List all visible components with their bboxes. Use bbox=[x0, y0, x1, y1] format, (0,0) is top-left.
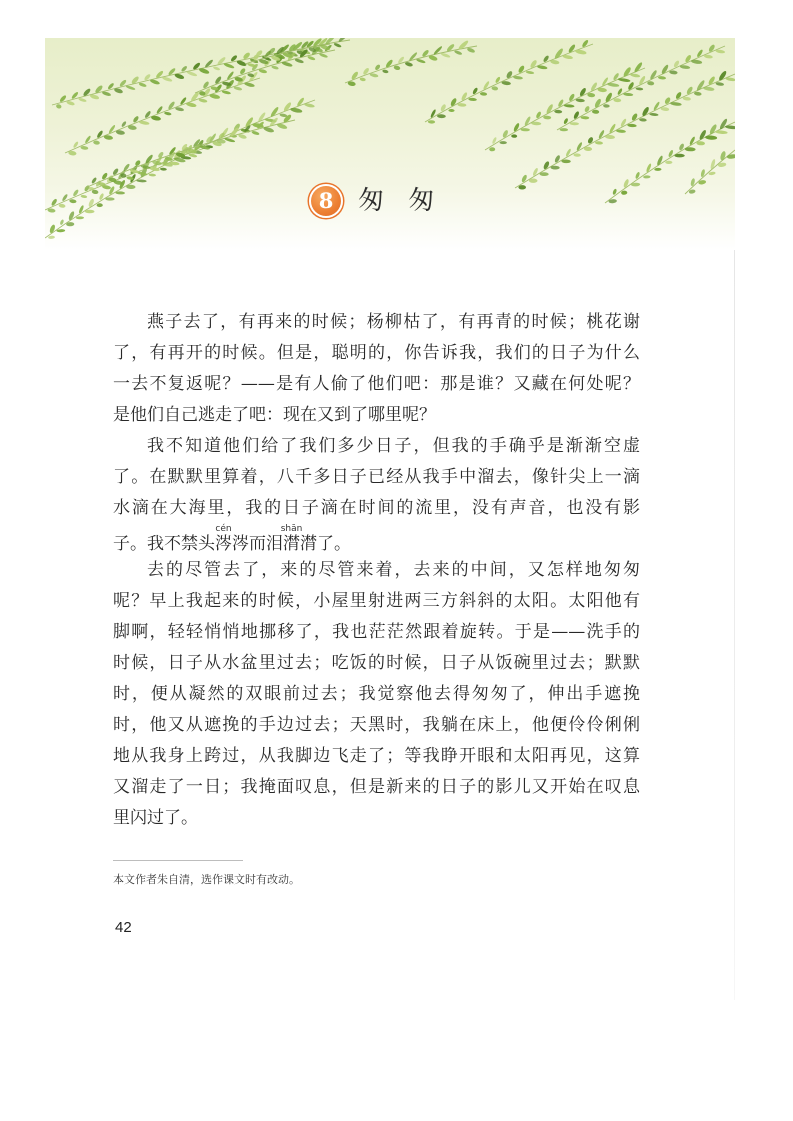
willow-branch bbox=[45, 97, 315, 239]
willow-leaf bbox=[543, 115, 551, 119]
willow-leaf bbox=[647, 81, 654, 86]
lesson-body bbox=[113, 307, 640, 834]
willow-leaf bbox=[468, 98, 477, 102]
text-line: 了。在默默里算着，八千多日子已经从我手中溜去，像针尖上一滴 bbox=[113, 467, 640, 487]
paragraph-2 bbox=[113, 431, 640, 555]
willow-leaf bbox=[715, 82, 724, 87]
willow-leaf bbox=[719, 118, 729, 130]
willow-leaf bbox=[529, 178, 538, 183]
footnote-divider bbox=[113, 860, 243, 861]
text-line: 时，便从凝然的双眼前过去；我觉察他去得匆匆了，伸出手遮挽 bbox=[113, 684, 640, 704]
willow-leaf bbox=[149, 173, 157, 176]
ruby-base: 潸 bbox=[280, 534, 303, 554]
paragraph-3 bbox=[113, 555, 640, 834]
page-edge bbox=[734, 245, 735, 1000]
willow-leaf bbox=[213, 66, 221, 71]
willow-leaf bbox=[80, 195, 87, 199]
willow-leaf bbox=[499, 141, 506, 144]
willow-leaf bbox=[694, 91, 702, 96]
willow-leaf bbox=[573, 111, 580, 120]
willow-leaf bbox=[48, 235, 55, 239]
willow-leaf bbox=[105, 197, 114, 200]
willow-leaf bbox=[489, 147, 495, 151]
willow-leaf bbox=[719, 151, 726, 161]
willow-leaf bbox=[69, 199, 77, 204]
lesson-title: 匆 匆 bbox=[358, 186, 443, 216]
willow-leaf bbox=[78, 205, 84, 214]
willow-leaf bbox=[710, 159, 716, 170]
willow-leaf bbox=[97, 203, 103, 207]
willow-leaf bbox=[560, 128, 568, 131]
willow-leaf bbox=[164, 111, 172, 115]
willow-leaf bbox=[448, 109, 454, 112]
willow-leaf bbox=[725, 125, 735, 130]
willow-branch bbox=[85, 113, 295, 190]
text-line: 里闪过了。 bbox=[113, 808, 198, 828]
willow-leaf bbox=[613, 98, 621, 102]
text-line: 地从我身上跨过，从我脚边飞走了；等我睁开眼和太阳再见，这算 bbox=[113, 746, 640, 766]
pinyin-text: cén bbox=[215, 524, 232, 534]
willow-leaf bbox=[319, 53, 328, 59]
paragraph-1 bbox=[113, 307, 640, 431]
willow-leaf bbox=[78, 97, 87, 102]
willow-leaf bbox=[592, 110, 599, 114]
willow-leaf bbox=[202, 81, 210, 90]
willow-leaf bbox=[58, 203, 65, 208]
willow-leaf bbox=[138, 82, 147, 88]
willow-leaf bbox=[696, 79, 706, 91]
text-line: 水滴在大海里，我的日子滴在时间的流里，没有声音，也没有影 bbox=[113, 498, 640, 518]
willow-leaf bbox=[270, 106, 280, 118]
willow-leaf bbox=[539, 172, 548, 176]
willow-leaf bbox=[49, 224, 56, 234]
willow-leaf bbox=[416, 58, 426, 64]
willow-leaf bbox=[554, 47, 565, 59]
willow-leaf bbox=[654, 168, 661, 171]
willow-leaf bbox=[251, 130, 260, 135]
willow-leaf bbox=[570, 122, 580, 125]
willow-branch bbox=[65, 71, 260, 156]
willow-leaf bbox=[126, 85, 136, 91]
text-line-with-pinyin bbox=[113, 524, 640, 555]
willow-leaf bbox=[115, 191, 125, 194]
willow-branch bbox=[425, 39, 593, 124]
willow-leaf bbox=[587, 136, 594, 144]
willow-leaf bbox=[685, 147, 696, 151]
text-segment: 潸了。 bbox=[300, 534, 351, 554]
willow-leaf bbox=[643, 175, 651, 178]
willow-leaf bbox=[633, 61, 643, 73]
willow-leaf bbox=[359, 77, 366, 82]
willow-leaf bbox=[511, 134, 517, 138]
willow-leaf bbox=[186, 70, 198, 77]
text-line: 又溜走了一日；我掩面叹息，但是新来的日子的影儿又开始在叹息 bbox=[113, 777, 640, 797]
willow-leaf bbox=[480, 92, 488, 96]
ruby-base: 涔 bbox=[215, 534, 232, 554]
willow-leaf bbox=[675, 91, 682, 100]
willow-leaf bbox=[673, 60, 680, 68]
footnote: 本文作者朱自清，选作课文时有改动。 bbox=[113, 873, 300, 886]
text-line: 了，有再开的时候。但是，聪明的，你告诉我，我们的日子为什么 bbox=[113, 343, 640, 363]
text-line: 时，他又从遮挽的手边过去；天黑时，我躺在床上，他便伶伶俐俐 bbox=[113, 715, 640, 735]
willow-leaf bbox=[639, 118, 647, 122]
willow-leaf bbox=[271, 65, 279, 70]
willow-leaf bbox=[520, 128, 530, 132]
willow-leaf bbox=[635, 87, 643, 91]
willow-leaf bbox=[649, 113, 658, 117]
willow-leaf bbox=[623, 179, 630, 189]
willow-leaf bbox=[93, 140, 100, 145]
willow-leaf bbox=[440, 103, 447, 111]
willow-leaf bbox=[622, 66, 632, 77]
willow-leaf bbox=[526, 70, 535, 74]
willow-leaf bbox=[333, 42, 342, 48]
willow-leaf bbox=[521, 174, 528, 183]
willow-leaf bbox=[554, 110, 562, 114]
willow-leaf bbox=[428, 120, 435, 124]
willow-leaf bbox=[664, 96, 672, 104]
text-segment: 涔而泪 bbox=[232, 534, 283, 554]
pinyin-annotation-shan bbox=[280, 524, 303, 554]
willow-leaf bbox=[491, 86, 498, 91]
willow-leaf bbox=[290, 107, 303, 114]
text-line: 时候，日子从水盆里过去；吃饭的时候，日子从饭碗里过去；默默 bbox=[113, 653, 640, 673]
willow-leaf bbox=[454, 50, 463, 56]
text-segment: 子。我不禁头 bbox=[113, 534, 215, 554]
willow-branch bbox=[52, 38, 330, 109]
willow-leaf bbox=[51, 198, 58, 206]
willow-leaf bbox=[518, 185, 526, 189]
willow-leaf bbox=[580, 116, 589, 120]
text-line: 一去不复返呢？——是有人偷了他们吧：那是谁？又藏在何处呢？ bbox=[113, 374, 640, 394]
willow-leaf bbox=[112, 168, 119, 176]
willow-leaf bbox=[76, 216, 84, 219]
willow-leaf bbox=[727, 154, 735, 160]
willow-leaf bbox=[223, 62, 235, 69]
text-line: 脚啊，轻轻悄悄地挪移了，我也茫茫然跟着旋转。于是——洗手的 bbox=[113, 622, 640, 642]
willow-leaf bbox=[674, 154, 684, 158]
willow-leaf bbox=[248, 71, 258, 83]
pinyin-text: shān bbox=[280, 524, 303, 534]
willow-branch bbox=[685, 150, 735, 194]
willow-leaf bbox=[502, 129, 509, 138]
willow-leaf bbox=[224, 137, 236, 143]
willow-leaf bbox=[554, 154, 561, 163]
willow-leaf bbox=[568, 93, 575, 102]
lesson-number-badge: 8 bbox=[309, 184, 343, 218]
page-number: 42 bbox=[115, 919, 132, 936]
willow-leaf bbox=[56, 104, 62, 110]
willow-leaf bbox=[658, 76, 666, 80]
pinyin-annotation-cen bbox=[215, 524, 232, 554]
willow-leaf bbox=[382, 69, 389, 74]
willow-leaf bbox=[440, 52, 450, 58]
text-line: 呢？早上我起来的时候，小屋里射进两三方斜斜的太阳。太阳他有 bbox=[113, 591, 640, 611]
willow-leaf bbox=[603, 104, 610, 108]
text-line: 是他们自己逃走了吧：现在又到了哪里呢？ bbox=[113, 405, 436, 425]
willow-leaf bbox=[665, 161, 672, 164]
willow-leaf bbox=[80, 146, 88, 151]
willow-branch bbox=[345, 39, 477, 86]
text-line: 燕子去了，有再来的时候；杨柳枯了，有再青的时候；桃花谢 bbox=[147, 312, 640, 332]
willow-leaf bbox=[621, 190, 627, 195]
text-line: 去的尽管去了，来的尽管来着，去来的中间，又怎样地匆匆 bbox=[147, 560, 640, 580]
willow-leaf bbox=[101, 172, 108, 180]
willow-leaf bbox=[233, 86, 242, 91]
willow-leaf bbox=[307, 55, 316, 60]
willow-leaf bbox=[160, 168, 167, 171]
willow-leaf bbox=[595, 141, 603, 145]
text-line: 我不知道他们给了我们多少日子，但我的手确乎是渐渐空虚 bbox=[147, 436, 640, 456]
willow-leaf bbox=[573, 153, 581, 157]
willow-leaf bbox=[565, 148, 572, 157]
willow-leaf bbox=[393, 65, 400, 71]
